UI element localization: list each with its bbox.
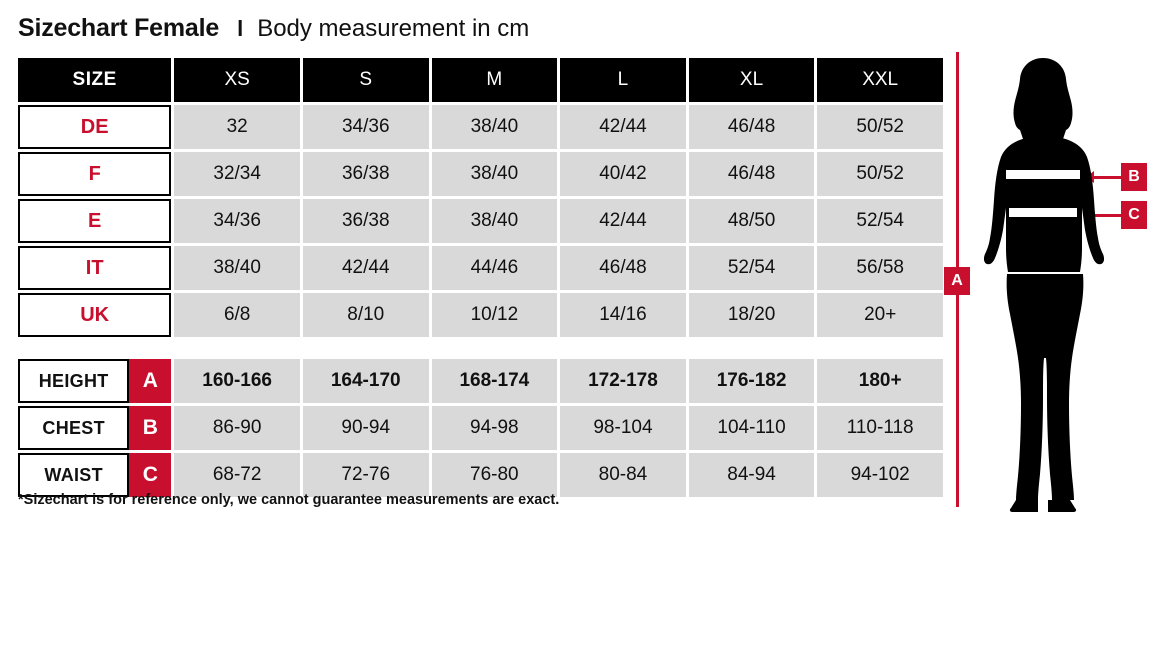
cell-uk-m: 10/12: [432, 293, 558, 337]
header-size-xxl: XXL: [817, 58, 943, 102]
table-row: [18, 359, 943, 403]
header-size-m: M: [432, 58, 558, 102]
row-label-e: E: [18, 199, 171, 243]
table-row: [18, 105, 943, 149]
female-silhouette-icon: [978, 52, 1108, 512]
cell-waist-xxl: 94-102: [817, 453, 943, 497]
row-label-de: DE: [18, 105, 171, 149]
sizechart-table: [18, 58, 943, 500]
cell-e-xs: 34/36: [174, 199, 300, 243]
cell-f-xl: 46/48: [689, 152, 815, 196]
table-row: [18, 293, 943, 337]
cell-chest-xs: 86-90: [174, 406, 300, 450]
page-title-main: Sizechart Female: [18, 14, 220, 42]
cell-de-s: 34/36: [303, 105, 429, 149]
row-label-chest: [18, 406, 171, 450]
row-label-waist: [18, 453, 171, 497]
cell-uk-l: 14/16: [560, 293, 686, 337]
footnote: *Sizechart is for reference only, we cannot guarantee measurements are exact.: [18, 492, 560, 508]
cell-height-s: 164-170: [303, 359, 429, 403]
cell-it-xxl: 56/58: [817, 246, 943, 290]
table-row: [18, 199, 943, 243]
cell-chest-l: 98-104: [560, 406, 686, 450]
page-title-separator: l: [237, 16, 244, 41]
header-label-size: SIZE: [18, 58, 171, 102]
figure-marker-a: A: [944, 267, 970, 295]
row-badge-b: B: [129, 406, 171, 450]
row-label-uk: UK: [18, 293, 171, 337]
row-badge-a: A: [129, 359, 171, 403]
cell-height-xxl: 180+: [817, 359, 943, 403]
cell-it-l: 46/48: [560, 246, 686, 290]
cell-de-m: 38/40: [432, 105, 558, 149]
figure-marker-c: C: [1121, 201, 1147, 229]
page-title: [18, 14, 529, 43]
header-size-l: L: [560, 58, 686, 102]
cell-chest-xxl: 110-118: [817, 406, 943, 450]
table-row: [18, 453, 943, 497]
cell-f-s: 36/38: [303, 152, 429, 196]
cell-de-l: 42/44: [560, 105, 686, 149]
table-header-row: [18, 58, 943, 102]
cell-height-xl: 176-182: [689, 359, 815, 403]
cell-waist-s: 72-76: [303, 453, 429, 497]
cell-e-l: 42/44: [560, 199, 686, 243]
cell-f-m: 38/40: [432, 152, 558, 196]
row-label-f: F: [18, 152, 171, 196]
cell-de-xl: 46/48: [689, 105, 815, 149]
cell-uk-s: 8/10: [303, 293, 429, 337]
cell-height-l: 172-178: [560, 359, 686, 403]
cell-f-xxl: 50/52: [817, 152, 943, 196]
cell-waist-xl: 84-94: [689, 453, 815, 497]
cell-uk-xl: 18/20: [689, 293, 815, 337]
table-row: [18, 406, 943, 450]
row-label-waist-text: WAIST: [18, 453, 129, 497]
header-size-xl: XL: [689, 58, 815, 102]
cell-height-m: 168-174: [432, 359, 558, 403]
cell-waist-xs: 68-72: [174, 453, 300, 497]
cell-waist-m: 76-80: [432, 453, 558, 497]
cell-e-m: 38/40: [432, 199, 558, 243]
row-label-height-text: HEIGHT: [18, 359, 129, 403]
cell-de-xs: 32: [174, 105, 300, 149]
page-title-subtitle: Body measurement in cm: [257, 15, 530, 42]
table-row: [18, 152, 943, 196]
cell-chest-m: 94-98: [432, 406, 558, 450]
cell-it-xl: 52/54: [689, 246, 815, 290]
cell-it-s: 42/44: [303, 246, 429, 290]
cell-it-xs: 38/40: [174, 246, 300, 290]
row-badge-c: C: [129, 453, 171, 497]
cell-chest-xl: 104-110: [689, 406, 815, 450]
figure-marker-b: B: [1121, 163, 1147, 191]
cell-uk-xxl: 20+: [817, 293, 943, 337]
row-label-it: IT: [18, 246, 171, 290]
cell-e-xl: 48/50: [689, 199, 815, 243]
cell-waist-l: 80-84: [560, 453, 686, 497]
row-label-height: [18, 359, 171, 403]
table-row: [18, 246, 943, 290]
cell-f-xs: 32/34: [174, 152, 300, 196]
cell-e-xxl: 52/54: [817, 199, 943, 243]
cell-f-l: 40/42: [560, 152, 686, 196]
cell-it-m: 44/46: [432, 246, 558, 290]
header-size-s: S: [303, 58, 429, 102]
header-size-xs: XS: [174, 58, 300, 102]
cell-de-xxl: 50/52: [817, 105, 943, 149]
cell-chest-s: 90-94: [303, 406, 429, 450]
row-label-chest-text: CHEST: [18, 406, 129, 450]
cell-height-xs: 160-166: [174, 359, 300, 403]
cell-e-s: 36/38: [303, 199, 429, 243]
cell-uk-xs: 6/8: [174, 293, 300, 337]
body-figure: [940, 52, 1160, 522]
